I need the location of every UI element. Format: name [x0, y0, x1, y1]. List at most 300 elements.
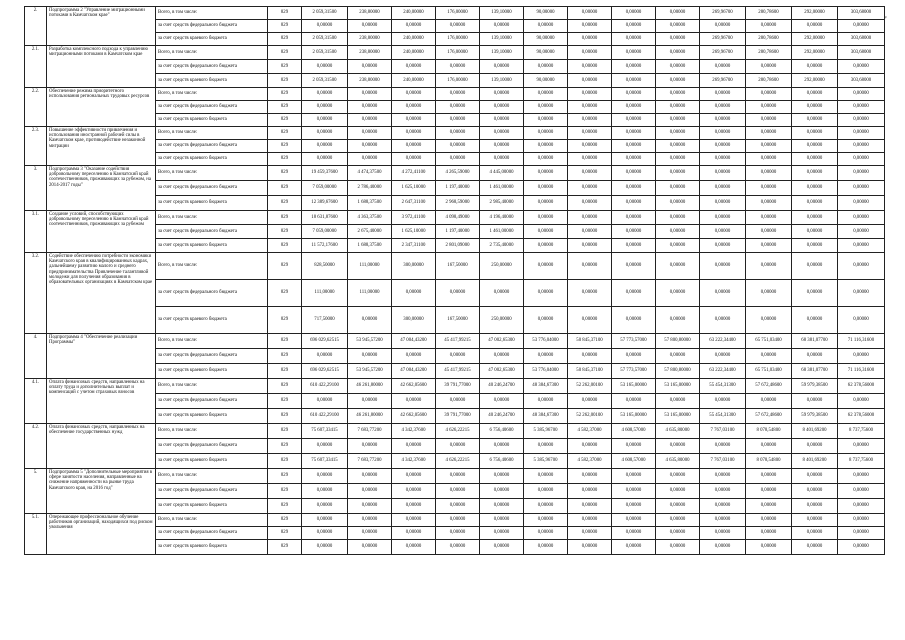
- amount-cell: 0,00000: [524, 514, 568, 527]
- funding-source: за счет средств федерального бюджета: [156, 484, 268, 499]
- amount-cell: 0,00000: [792, 280, 838, 307]
- amount-cell: 42 662,05600: [392, 409, 436, 424]
- amount-cell: 0,00000: [524, 394, 568, 409]
- amount-cell: 63 222,34400: [700, 334, 746, 349]
- amount-cell: 0,00000: [348, 439, 392, 454]
- amount-cell: 52 262,00100: [568, 409, 612, 424]
- amount-cell: 0,00000: [746, 394, 792, 409]
- amount-cell: 57 773,57000: [612, 334, 656, 349]
- amount-cell: 0,00000: [524, 166, 568, 181]
- amount-cell: 0,00000: [792, 484, 838, 499]
- amount-cell: 828,50000: [302, 253, 348, 280]
- budget-code: 829: [268, 166, 302, 181]
- amount-cell: 0,00000: [612, 484, 656, 499]
- amount-cell: 0,00000: [700, 469, 746, 484]
- amount-cell: 0,00000: [656, 20, 700, 33]
- table-row: [25, 379, 885, 394]
- item-name: Повышение эффективности привлечения и использования иностранной рабочей силы в Камчатском крае, противодействие незаконной миграции: [47, 127, 156, 166]
- amount-cell: 46 261,80000: [348, 409, 392, 424]
- budget-code: 829: [268, 527, 302, 540]
- amount-cell: 0,00000: [746, 60, 792, 74]
- amount-cell: 167,50000: [436, 307, 480, 334]
- amount-cell: 8 737,75600: [838, 454, 885, 469]
- amount-cell: 0,00000: [302, 114, 348, 127]
- amount-cell: 53 165,00000: [656, 379, 700, 394]
- amount-cell: 2 675,40000: [348, 225, 392, 239]
- amount-cell: 0,00000: [302, 540, 348, 555]
- amount-cell: 0,00000: [746, 469, 792, 484]
- amount-cell: 0,00000: [568, 127, 612, 140]
- amount-cell: 4 363,37500: [348, 211, 392, 225]
- amount-cell: 0,00000: [838, 225, 885, 239]
- funding-source: за счет средств федерального бюджета: [156, 394, 268, 409]
- amount-cell: 0,00000: [348, 307, 392, 334]
- amount-cell: 0,00000: [700, 114, 746, 127]
- amount-cell: 8 401,69200: [792, 454, 838, 469]
- amount-cell: 2 786,40000: [348, 181, 392, 196]
- amount-cell: 0,00000: [524, 484, 568, 499]
- amount-cell: 0,00000: [612, 499, 656, 514]
- amount-cell: 0,00000: [568, 225, 612, 239]
- amount-cell: 0,00000: [524, 196, 568, 211]
- amount-cell: 0,00000: [838, 239, 885, 253]
- amount-cell: 53 945,57200: [348, 364, 392, 379]
- budget-code: 829: [268, 253, 302, 280]
- amount-cell: 0,00000: [612, 540, 656, 555]
- amount-cell: 2 059,31500: [302, 7, 348, 20]
- amount-cell: 0,00000: [838, 280, 885, 307]
- amount-cell: 0,00000: [524, 307, 568, 334]
- amount-cell: 0,00000: [700, 60, 746, 74]
- amount-cell: 48 384,67300: [524, 379, 568, 394]
- amount-cell: 0,00000: [612, 166, 656, 181]
- amount-cell: 0,00000: [612, 33, 656, 46]
- amount-cell: 65 751,03400: [746, 364, 792, 379]
- amount-cell: 0,00000: [612, 20, 656, 33]
- amount-cell: 0,00000: [700, 349, 746, 364]
- amount-cell: 238,80000: [348, 7, 392, 20]
- amount-cell: 303,68000: [838, 33, 885, 46]
- table-row: [25, 334, 885, 349]
- amount-cell: 250,00000: [480, 307, 524, 334]
- amount-cell: 0,00000: [612, 514, 656, 527]
- amount-cell: 4 635,80000: [656, 454, 700, 469]
- amount-cell: 0,00000: [838, 514, 885, 527]
- item-number: 3.2.: [25, 253, 47, 334]
- amount-cell: 47 002,65300: [480, 364, 524, 379]
- amount-cell: 292,00000: [792, 46, 838, 60]
- table-row: [25, 211, 885, 225]
- amount-cell: 0,00000: [792, 349, 838, 364]
- amount-cell: 1 197,40000: [436, 225, 480, 239]
- amount-cell: 0,00000: [656, 211, 700, 225]
- amount-cell: 75 607,33415: [302, 424, 348, 439]
- amount-cell: 65 751,03400: [746, 334, 792, 349]
- amount-cell: 7 767,03100: [700, 424, 746, 439]
- amount-cell: 0,00000: [480, 20, 524, 33]
- amount-cell: 2 985,40000: [480, 196, 524, 211]
- amount-cell: 0,00000: [656, 253, 700, 280]
- amount-cell: 0,00000: [348, 527, 392, 540]
- amount-cell: 0,00000: [568, 253, 612, 280]
- amount-cell: 0,00000: [568, 20, 612, 33]
- amount-cell: 0,00000: [746, 166, 792, 181]
- amount-cell: 300,00000: [392, 307, 436, 334]
- amount-cell: 0,00000: [392, 114, 436, 127]
- amount-cell: 0,00000: [792, 307, 838, 334]
- amount-cell: 0,00000: [568, 527, 612, 540]
- amount-cell: 0,00000: [746, 307, 792, 334]
- amount-cell: 0,00000: [524, 225, 568, 239]
- amount-cell: 0,00000: [436, 349, 480, 364]
- amount-cell: 3 972,41100: [392, 211, 436, 225]
- amount-cell: 0,00000: [348, 514, 392, 527]
- amount-cell: 0,00000: [524, 499, 568, 514]
- amount-cell: 0,00000: [568, 114, 612, 127]
- funding-source: Всего, в том числе:: [156, 379, 268, 394]
- amount-cell: 0,00000: [480, 127, 524, 140]
- amount-cell: 90,00000: [524, 74, 568, 88]
- amount-cell: 269,96700: [700, 33, 746, 46]
- funding-source: Всего, в том числе:: [156, 127, 268, 140]
- amount-cell: 4 626,22215: [436, 454, 480, 469]
- amount-cell: 176,00000: [436, 33, 480, 46]
- amount-cell: 0,00000: [302, 527, 348, 540]
- amount-cell: 0,00000: [612, 153, 656, 166]
- amount-cell: 0,00000: [348, 140, 392, 153]
- item-name: Содействие обеспечению потребности экономики Камчатского края в квалифицированных кадрах, дальнейшему развитию малого и среднего предпринимательства Привлечение талантливой молодежи для получения образования в образовательных организациях в Камчатском крае: [47, 253, 156, 334]
- amount-cell: 0,00000: [524, 60, 568, 74]
- budget-code: 829: [268, 101, 302, 114]
- amount-cell: 0,00000: [656, 166, 700, 181]
- amount-cell: 0,00000: [302, 499, 348, 514]
- amount-cell: 0,00000: [480, 439, 524, 454]
- item-number: 4.1.: [25, 379, 47, 424]
- item-number: 5.: [25, 469, 47, 514]
- funding-source: за счет средств краевого бюджета: [156, 153, 268, 166]
- amount-cell: 6 756,40600: [480, 454, 524, 469]
- amount-cell: 0,00000: [838, 469, 885, 484]
- amount-cell: 0,00000: [392, 140, 436, 153]
- budget-code: 829: [268, 7, 302, 20]
- amount-cell: 0,00000: [524, 527, 568, 540]
- table-row: [25, 424, 885, 439]
- amount-cell: 0,00000: [436, 20, 480, 33]
- budget-code: 829: [268, 379, 302, 394]
- amount-cell: 0,00000: [436, 280, 480, 307]
- amount-cell: 0,00000: [436, 88, 480, 101]
- amount-cell: 0,00000: [348, 127, 392, 140]
- amount-cell: 0,00000: [656, 101, 700, 114]
- amount-cell: 0,00000: [700, 307, 746, 334]
- amount-cell: 0,00000: [612, 7, 656, 20]
- amount-cell: 12 389,67600: [302, 196, 348, 211]
- amount-cell: 696 029,62515: [302, 334, 348, 349]
- amount-cell: 0,00000: [302, 60, 348, 74]
- item-number: 3.: [25, 166, 47, 211]
- amount-cell: 0,00000: [700, 239, 746, 253]
- amount-cell: 0,00000: [568, 33, 612, 46]
- amount-cell: 0,00000: [656, 153, 700, 166]
- amount-cell: 0,00000: [480, 540, 524, 555]
- amount-cell: 0,00000: [436, 394, 480, 409]
- amount-cell: 0,00000: [656, 225, 700, 239]
- amount-cell: 0,00000: [436, 101, 480, 114]
- amount-cell: 0,00000: [656, 127, 700, 140]
- amount-cell: 57 800,80000: [656, 364, 700, 379]
- amount-cell: 0,00000: [392, 153, 436, 166]
- funding-source: за счет средств краевого бюджета: [156, 239, 268, 253]
- funding-source: Всего, в том числе:: [156, 46, 268, 60]
- item-name: Разработка комплексного подхода к управлению миграционными потоками в Камчатском крае: [47, 46, 156, 88]
- amount-cell: 0,00000: [838, 439, 885, 454]
- funding-source: за счет средств федерального бюджета: [156, 439, 268, 454]
- amount-cell: 0,00000: [568, 181, 612, 196]
- amount-cell: 7 059,00000: [302, 181, 348, 196]
- amount-cell: 0,00000: [524, 153, 568, 166]
- budget-code: 829: [268, 409, 302, 424]
- amount-cell: 238,80000: [348, 74, 392, 88]
- amount-cell: 0,00000: [348, 499, 392, 514]
- amount-cell: 0,00000: [792, 20, 838, 33]
- amount-cell: 0,00000: [746, 127, 792, 140]
- amount-cell: 1 625,10000: [392, 225, 436, 239]
- amount-cell: 4 474,37500: [348, 166, 392, 181]
- amount-cell: 4 608,57000: [612, 424, 656, 439]
- amount-cell: 1 625,10000: [392, 181, 436, 196]
- funding-source: за счет средств краевого бюджета: [156, 454, 268, 469]
- amount-cell: 0,00000: [524, 181, 568, 196]
- amount-cell: 4 272,41100: [392, 166, 436, 181]
- amount-cell: 0,00000: [700, 166, 746, 181]
- amount-cell: 0,00000: [792, 60, 838, 74]
- amount-cell: 0,00000: [656, 46, 700, 60]
- amount-cell: 0,00000: [392, 527, 436, 540]
- amount-cell: 0,00000: [348, 20, 392, 33]
- amount-cell: 303,68000: [838, 74, 885, 88]
- amount-cell: 0,00000: [746, 484, 792, 499]
- amount-cell: 0,00000: [302, 484, 348, 499]
- amount-cell: 0,00000: [656, 60, 700, 74]
- amount-cell: 0,00000: [392, 88, 436, 101]
- amount-cell: 0,00000: [568, 394, 612, 409]
- amount-cell: 0,00000: [568, 469, 612, 484]
- amount-cell: 0,00000: [480, 349, 524, 364]
- amount-cell: 240,00000: [392, 7, 436, 20]
- amount-cell: 238,80000: [348, 46, 392, 60]
- budget-code: 829: [268, 394, 302, 409]
- amount-cell: 0,00000: [568, 7, 612, 20]
- amount-cell: 269,96700: [700, 74, 746, 88]
- amount-cell: 0,00000: [792, 114, 838, 127]
- amount-cell: 59 979,38500: [792, 379, 838, 394]
- amount-cell: 0,00000: [612, 114, 656, 127]
- amount-cell: 0,00000: [392, 540, 436, 555]
- amount-cell: 0,00000: [612, 439, 656, 454]
- amount-cell: 0,00000: [746, 253, 792, 280]
- item-name: Подпрограмма 3 "Оказание содействия добровольному переселению в Камчатский край соотечественников, проживающих за рубежом, на 2014-2017 годы": [47, 166, 156, 211]
- item-number: 2.3.: [25, 127, 47, 166]
- amount-cell: 0,00000: [302, 88, 348, 101]
- budget-code: 829: [268, 196, 302, 211]
- amount-cell: 0,00000: [612, 74, 656, 88]
- amount-cell: 0,00000: [568, 540, 612, 555]
- amount-cell: 0,00000: [436, 114, 480, 127]
- amount-cell: 0,00000: [302, 469, 348, 484]
- amount-cell: 40 246,24700: [480, 379, 524, 394]
- amount-cell: 0,00000: [838, 140, 885, 153]
- amount-cell: 2 059,31500: [302, 46, 348, 60]
- amount-cell: 176,00000: [436, 7, 480, 20]
- amount-cell: 238,80000: [348, 33, 392, 46]
- amount-cell: 0,00000: [392, 394, 436, 409]
- table-row: [25, 253, 885, 280]
- amount-cell: 45 417,99215: [436, 334, 480, 349]
- amount-cell: 0,00000: [524, 88, 568, 101]
- amount-cell: 0,00000: [480, 484, 524, 499]
- amount-cell: 4 582,37000: [568, 424, 612, 439]
- amount-cell: 280,78600: [746, 46, 792, 60]
- amount-cell: 71 116,31600: [838, 334, 885, 349]
- table-row: [25, 46, 885, 60]
- amount-cell: 0,00000: [746, 540, 792, 555]
- funding-source: за счет средств краевого бюджета: [156, 196, 268, 211]
- amount-cell: 57 672,48600: [746, 409, 792, 424]
- amount-cell: 240,00000: [392, 46, 436, 60]
- table-row: [25, 514, 885, 527]
- amount-cell: 0,00000: [392, 20, 436, 33]
- item-number: 2.1.: [25, 46, 47, 88]
- amount-cell: 6 756,40600: [480, 424, 524, 439]
- amount-cell: 0,00000: [348, 101, 392, 114]
- amount-cell: 68 381,07700: [792, 334, 838, 349]
- amount-cell: 4 626,22215: [436, 424, 480, 439]
- amount-cell: 0,00000: [480, 88, 524, 101]
- amount-cell: 0,00000: [612, 225, 656, 239]
- budget-code: 829: [268, 424, 302, 439]
- funding-source: за счет средств краевого бюджета: [156, 114, 268, 127]
- amount-cell: 0,00000: [746, 211, 792, 225]
- amount-cell: 0,00000: [792, 439, 838, 454]
- amount-cell: 0,00000: [612, 46, 656, 60]
- amount-cell: 0,00000: [612, 196, 656, 211]
- amount-cell: 53 776,04000: [524, 364, 568, 379]
- budget-code: 829: [268, 88, 302, 101]
- amount-cell: 280,78600: [746, 7, 792, 20]
- amount-cell: 0,00000: [524, 140, 568, 153]
- amount-cell: 0,00000: [524, 101, 568, 114]
- amount-cell: 0,00000: [792, 181, 838, 196]
- amount-cell: 0,00000: [838, 527, 885, 540]
- amount-cell: 0,00000: [838, 60, 885, 74]
- amount-cell: 0,00000: [656, 484, 700, 499]
- amount-cell: 7 683,77200: [348, 424, 392, 439]
- budget-code: 829: [268, 454, 302, 469]
- amount-cell: 0,00000: [656, 527, 700, 540]
- budget-code: 829: [268, 127, 302, 140]
- amount-cell: 0,00000: [480, 499, 524, 514]
- budget-code: 829: [268, 307, 302, 334]
- amount-cell: 0,00000: [700, 88, 746, 101]
- item-name: Оплата финансовых средств, направленных на обеспечение государственных нужд: [47, 424, 156, 469]
- amount-cell: 0,00000: [746, 20, 792, 33]
- amount-cell: 53 165,00000: [656, 409, 700, 424]
- amount-cell: 0,00000: [568, 166, 612, 181]
- amount-cell: 0,00000: [524, 253, 568, 280]
- amount-cell: 717,50000: [302, 307, 348, 334]
- amount-cell: 0,00000: [746, 153, 792, 166]
- item-number: 5.1.: [25, 514, 47, 555]
- amount-cell: 111,00000: [348, 253, 392, 280]
- amount-cell: 0,00000: [612, 60, 656, 74]
- amount-cell: 1 197,40000: [436, 181, 480, 196]
- funding-source: за счет средств краевого бюджета: [156, 364, 268, 379]
- item-name: Подпрограмма 4 "Обеспечение реализации Программы": [47, 334, 156, 379]
- amount-cell: 0,00000: [568, 239, 612, 253]
- item-number: 2.: [25, 7, 47, 46]
- amount-cell: 0,00000: [524, 280, 568, 307]
- amount-cell: 47 002,65300: [480, 334, 524, 349]
- amount-cell: 303,68000: [838, 46, 885, 60]
- amount-cell: 57 672,48600: [746, 379, 792, 394]
- budget-code: 829: [268, 499, 302, 514]
- amount-cell: 0,00000: [838, 499, 885, 514]
- amount-cell: 303,68000: [838, 7, 885, 20]
- amount-cell: 292,00000: [792, 33, 838, 46]
- amount-cell: 0,00000: [392, 499, 436, 514]
- amount-cell: 0,00000: [348, 484, 392, 499]
- amount-cell: 0,00000: [656, 33, 700, 46]
- funding-source: Всего, в том числе:: [156, 88, 268, 101]
- amount-cell: 0,00000: [612, 253, 656, 280]
- amount-cell: 0,00000: [746, 196, 792, 211]
- funding-source: за счет средств федерального бюджета: [156, 140, 268, 153]
- amount-cell: 0,00000: [656, 196, 700, 211]
- amount-cell: 0,00000: [436, 514, 480, 527]
- amount-cell: 0,00000: [612, 101, 656, 114]
- budget-code: 829: [268, 140, 302, 153]
- item-number: 2.2.: [25, 88, 47, 127]
- amount-cell: 0,00000: [436, 140, 480, 153]
- item-name: Создание условий, способствующих добровольному переселению в Камчатский край соотечественников, проживающих за рубежом: [47, 211, 156, 253]
- amount-cell: 42 662,05600: [392, 379, 436, 394]
- amount-cell: 0,00000: [838, 307, 885, 334]
- amount-cell: 176,00000: [436, 46, 480, 60]
- amount-cell: 47 004,43200: [392, 334, 436, 349]
- amount-cell: 0,00000: [302, 349, 348, 364]
- amount-cell: 0,00000: [792, 540, 838, 555]
- amount-cell: 53 165,00000: [612, 379, 656, 394]
- amount-cell: 139,10000: [480, 7, 524, 20]
- amount-cell: 0,00000: [746, 527, 792, 540]
- budget-code: 829: [268, 540, 302, 555]
- budget-code: 829: [268, 46, 302, 60]
- budget-code: 829: [268, 514, 302, 527]
- amount-cell: 7 767,03100: [700, 454, 746, 469]
- amount-cell: 0,00000: [656, 74, 700, 88]
- amount-cell: 610 422,29100: [302, 409, 348, 424]
- amount-cell: 2 968,59000: [436, 196, 480, 211]
- amount-cell: 0,00000: [524, 114, 568, 127]
- amount-cell: 0,00000: [792, 166, 838, 181]
- amount-cell: 0,00000: [302, 140, 348, 153]
- amount-cell: 0,00000: [656, 514, 700, 527]
- funding-source: Всего, в том числе:: [156, 424, 268, 439]
- amount-cell: 0,00000: [524, 540, 568, 555]
- amount-cell: 0,00000: [656, 307, 700, 334]
- amount-cell: 47 004,43200: [392, 364, 436, 379]
- amount-cell: 0,00000: [436, 127, 480, 140]
